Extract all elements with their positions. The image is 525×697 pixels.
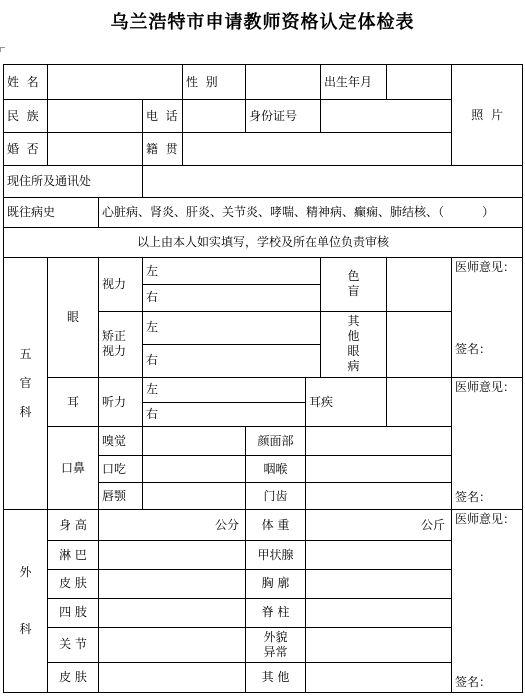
- jaw-label: 唇颚: [99, 483, 143, 510]
- smell-field[interactable]: [143, 427, 246, 456]
- mouth-nose-label: 口鼻: [48, 427, 99, 510]
- limbs-field[interactable]: [99, 598, 246, 627]
- photo-label: 照 片: [471, 107, 503, 122]
- exam-form: [3, 64, 522, 693]
- weight-unit: 公斤: [421, 517, 446, 532]
- ear-disease-field[interactable]: [387, 377, 452, 427]
- exam-form-table: [3, 64, 523, 693]
- marital-field[interactable]: [48, 133, 143, 166]
- signature-label: 签名：: [455, 489, 492, 504]
- facial-ear-opinion[interactable]: [452, 377, 523, 509]
- color-blind-field[interactable]: [387, 258, 452, 312]
- limbs-label: 四 肢: [48, 598, 99, 627]
- doctor-opinion-label: 医师意见：: [455, 379, 516, 394]
- phone-field[interactable]: [183, 100, 246, 133]
- page-title: 乌兰浩特市申请教师资格认定体检表: [110, 12, 415, 33]
- facial-section-label: 五 官 科: [4, 258, 48, 510]
- name-label: 姓 名: [4, 65, 48, 100]
- history-options[interactable]: 心脏病、肾炎、肝炎、关节炎、哮喘、精神病、癫痫、肺结核、（ ）: [99, 198, 523, 228]
- skin2-field[interactable]: [99, 662, 246, 692]
- thyroid-field[interactable]: [306, 541, 452, 570]
- weight-label: 体 重: [246, 510, 306, 541]
- origin-label: 籍 贯: [143, 133, 183, 166]
- facial-eye-opinion[interactable]: [452, 258, 523, 378]
- signature-label: 签名：: [455, 675, 492, 690]
- marital-label: 婚 否: [4, 133, 48, 166]
- address-field[interactable]: [143, 166, 523, 198]
- joints-label: 关 节: [48, 627, 99, 662]
- surgery-section-label: 外 科: [4, 510, 48, 693]
- other-field[interactable]: [306, 662, 452, 692]
- corner-mark: [0, 47, 5, 52]
- phone-label: 电 话: [143, 100, 183, 133]
- throat-field[interactable]: [306, 456, 452, 483]
- color-blind-label: 色 盲: [321, 258, 387, 312]
- lymph-field[interactable]: [99, 541, 246, 570]
- appearance-field[interactable]: [306, 627, 452, 662]
- skin-field[interactable]: [99, 569, 246, 598]
- ethnicity-label: 民 族: [4, 100, 48, 133]
- ear-label: 耳: [48, 377, 99, 427]
- height-unit: 公分: [215, 517, 240, 532]
- thyroid-label: 甲状腺: [246, 541, 306, 570]
- weight-field[interactable]: [306, 510, 452, 541]
- face-label: 颜面部: [246, 427, 306, 456]
- stutter-label: 口吃: [99, 456, 143, 483]
- skin2-label: 皮 肤: [48, 662, 99, 692]
- throat-label: 咽喉: [246, 456, 306, 483]
- hearing-right[interactable]: 右: [143, 402, 306, 427]
- origin-field[interactable]: [183, 133, 452, 166]
- signature-label: 签名：: [455, 342, 492, 357]
- height-label: 身 高: [48, 510, 99, 541]
- appearance-label: 外貌 异常: [246, 627, 306, 662]
- skin-label: 皮 肤: [48, 569, 99, 598]
- lymph-label: 淋 巴: [48, 541, 99, 570]
- gender-label: 性 别: [183, 65, 246, 100]
- jaw-field[interactable]: [143, 483, 246, 510]
- ear-disease-label: 耳疾: [306, 377, 387, 427]
- corrected-vision-label: 矫正 视力: [99, 311, 143, 377]
- other-eye-label: 其 他 眼 病: [321, 311, 387, 377]
- corrected-left[interactable]: 左: [143, 311, 321, 344]
- id-number-label: 身份证号: [246, 100, 321, 133]
- doctor-opinion-label: 医师意见：: [455, 512, 516, 527]
- smell-label: 嗅觉: [99, 427, 143, 456]
- id-number-field[interactable]: [321, 100, 452, 133]
- surgery-opinion[interactable]: [452, 510, 523, 693]
- photo-box[interactable]: [452, 65, 523, 166]
- teeth-field[interactable]: [306, 483, 452, 510]
- ethnicity-field[interactable]: [48, 100, 143, 133]
- face-field[interactable]: [306, 427, 452, 456]
- spine-field[interactable]: [306, 598, 452, 627]
- address-label: 现住所及通讯处: [4, 166, 143, 198]
- birth-label: 出生年月: [321, 65, 387, 100]
- vision-left[interactable]: 左: [143, 258, 321, 285]
- history-label: 既往病史: [4, 198, 99, 228]
- joints-field[interactable]: [99, 627, 246, 662]
- gender-field[interactable]: [246, 65, 321, 100]
- hearing-left[interactable]: 左: [143, 377, 306, 402]
- birth-field[interactable]: [387, 65, 452, 100]
- hearing-label: 听力: [99, 377, 143, 427]
- height-field[interactable]: [99, 510, 246, 541]
- thorax-field[interactable]: [306, 569, 452, 598]
- thorax-label: 胸 廓: [246, 569, 306, 598]
- spine-label: 脊 柱: [246, 598, 306, 627]
- declaration-text: 以上由本人如实填写，学校及所在单位负责审核: [4, 228, 523, 258]
- teeth-label: 门齿: [246, 483, 306, 510]
- eye-label: 眼: [48, 258, 99, 378]
- vision-right[interactable]: 右: [143, 284, 321, 311]
- corrected-right[interactable]: 右: [143, 344, 321, 377]
- stutter-field[interactable]: [143, 456, 246, 483]
- name-field[interactable]: [48, 65, 183, 100]
- other-eye-field[interactable]: [387, 311, 452, 377]
- vision-label: 视力: [99, 258, 143, 312]
- other-label: 其 他: [246, 662, 306, 692]
- doctor-opinion-label: 医师意见：: [455, 260, 516, 275]
